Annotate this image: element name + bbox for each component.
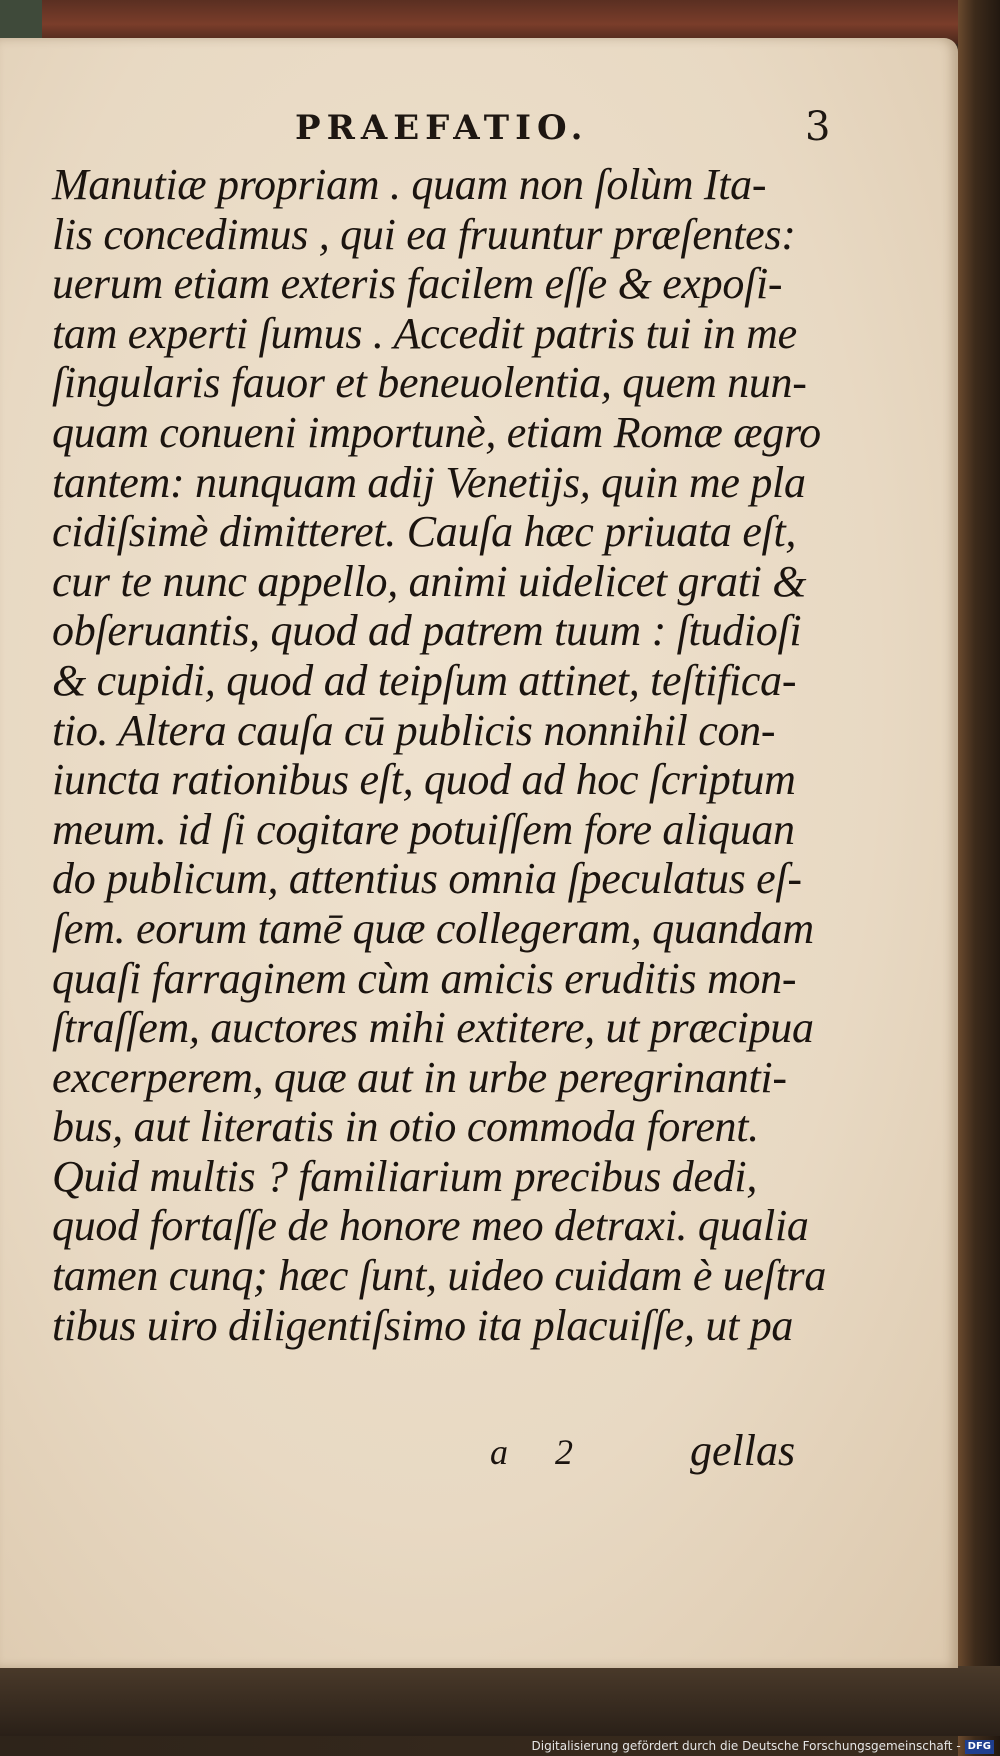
digitization-credit [532, 1736, 995, 1756]
text-line: quaſi farraginem cùm amicis eruditis mon- [52, 953, 797, 1003]
text-line: excerperem, quæ aut in urbe peregrinanti- [52, 1052, 787, 1102]
signature-mark: a [490, 1432, 508, 1472]
text-line: cidiſsimè dimitteret. Cauſa hæc priuata eſt, [52, 507, 797, 557]
text-line: uerum etiam exteris facilem eſſe & expoſi- [52, 259, 783, 309]
text-line: ſtraſſem, auctores mihi extitere, ut præcipua [52, 1003, 814, 1053]
text-line: tam experti ſumus . Accedit patris tui in me [52, 308, 797, 358]
text-line: ſem. eorum tamē quæ collegeram, quandam [52, 903, 814, 953]
book-page [0, 38, 958, 1668]
text-line: Manutiæ propriam . quam non ſolùm Ita- [52, 160, 767, 209]
text-line: quam conueni importunè, etiam Romæ ægro [52, 407, 821, 457]
running-head [0, 104, 958, 158]
text-line: tio. Altera cauſa cū publicis nonnihil con- [52, 705, 776, 755]
text-line: Quid multis ? familiarium precibus dedi, [52, 1151, 758, 1201]
book-right-edge [958, 0, 1000, 1756]
book-bottom-edge [0, 1666, 1000, 1736]
text-line: tantem: nunquam adij Venetijs, quin me pla [52, 457, 806, 507]
text-line: & cupidi, quod ad teipſum attinet, teſtifica- [52, 655, 797, 705]
binding-corner [0, 0, 42, 40]
text-line: do publicum, attentius omnia ſpeculatus eſ- [52, 854, 802, 904]
text-line: iuncta rationibus eſt, quod ad hoc ſcriptum [52, 755, 796, 805]
text-line: meum. id ſi cogitare potuiſſem fore aliquan [52, 804, 795, 854]
text-line: cur te nunc appello, animi uidelicet grati & [52, 556, 807, 606]
signature-number: 2 [555, 1432, 573, 1472]
page-heading: PRAEFATIO. [295, 108, 589, 148]
catchword: gellas [690, 1426, 796, 1475]
text-line: obſeruantis, quod ad patrem tuum : ſtudioſi [52, 606, 802, 656]
signature-line [0, 1426, 958, 1481]
credit-text: Digitalisierung gefördert durch die Deutsche Forschungsgemeinschaft - [531, 1739, 961, 1753]
body-text [52, 160, 842, 1350]
text-line: quod fortaſſe de honore meo detraxi. qualia [52, 1201, 809, 1251]
text-line: bus, aut literatis in otio commoda forent. [52, 1102, 759, 1152]
page-number: 3 [805, 104, 831, 150]
text-line: tibus uiro diligentiſsimo ita placuiſſe, ut pa [52, 1300, 794, 1350]
text-line: lis concedimus , qui ea fruuntur præſentes: [52, 209, 796, 259]
text-line: ſingularis fauor et beneuolentia, quem nun- [52, 358, 807, 408]
dfg-logo: DFG [965, 1740, 994, 1754]
text-line: tamen cunq; hæc ſunt, uideo cuidam è ueſtra [52, 1251, 827, 1301]
